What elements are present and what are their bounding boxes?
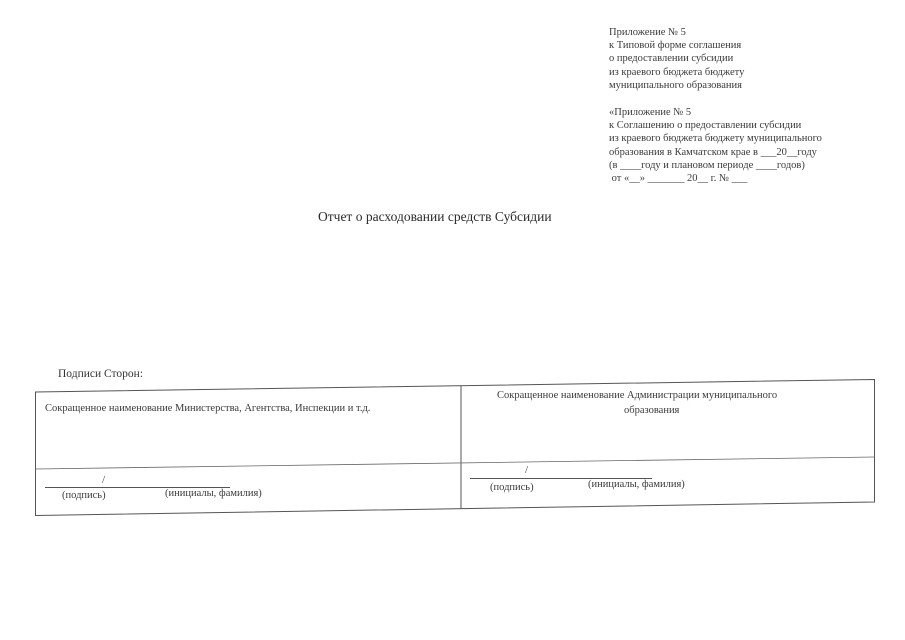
appendix-agreement-line: образования в Камчатском крае в ___20__году bbox=[609, 146, 817, 158]
right-signature-slash: / bbox=[525, 464, 529, 476]
appendix-template-note bbox=[609, 26, 744, 92]
right-party-header-line2: образования bbox=[624, 405, 680, 416]
appendix-template-line: Приложение № 5 bbox=[609, 27, 686, 38]
appendix-template-line: муниципального образования bbox=[609, 79, 742, 91]
table-row-divider bbox=[36, 457, 875, 469]
appendix-agreement-note bbox=[609, 106, 822, 185]
appendix-agreement-line: из краевого бюджета бюджету муниципального bbox=[609, 133, 822, 145]
left-name-caption: (инициалы, фамилия) bbox=[165, 488, 262, 499]
appendix-template-line: о предоставлении субсидии bbox=[609, 53, 734, 65]
left-party-header: Сокращенное наименование Министерства, Агентства, Инспекции и т.д. bbox=[45, 403, 371, 414]
appendix-agreement-line: от «__» _______ 20__ г. № ___ bbox=[609, 173, 748, 185]
report-title: Отчет о расходовании средств Субсидии bbox=[318, 209, 552, 224]
appendix-template-line: из краевого бюджета бюджету bbox=[609, 66, 745, 78]
right-name-caption: (инициалы, фамилия) bbox=[588, 479, 685, 490]
right-signature-caption: (подпись) bbox=[490, 482, 534, 493]
left-signature-caption: (подпись) bbox=[62, 490, 106, 501]
left-signature-slash: / bbox=[102, 474, 106, 486]
appendix-agreement-line: (в ____году и плановом периоде ____годов) bbox=[609, 159, 805, 171]
signatures-label: Подписи Сторон: bbox=[58, 368, 144, 380]
right-party-header-line1: Сокращенное наименование Администрации муниципального bbox=[497, 390, 778, 401]
appendix-agreement-line: к Соглашению о предоставлении субсидии bbox=[609, 120, 802, 132]
appendix-agreement-line: «Приложение № 5 bbox=[609, 107, 692, 118]
appendix-template-line: к Типовой форме соглашения bbox=[609, 40, 742, 52]
